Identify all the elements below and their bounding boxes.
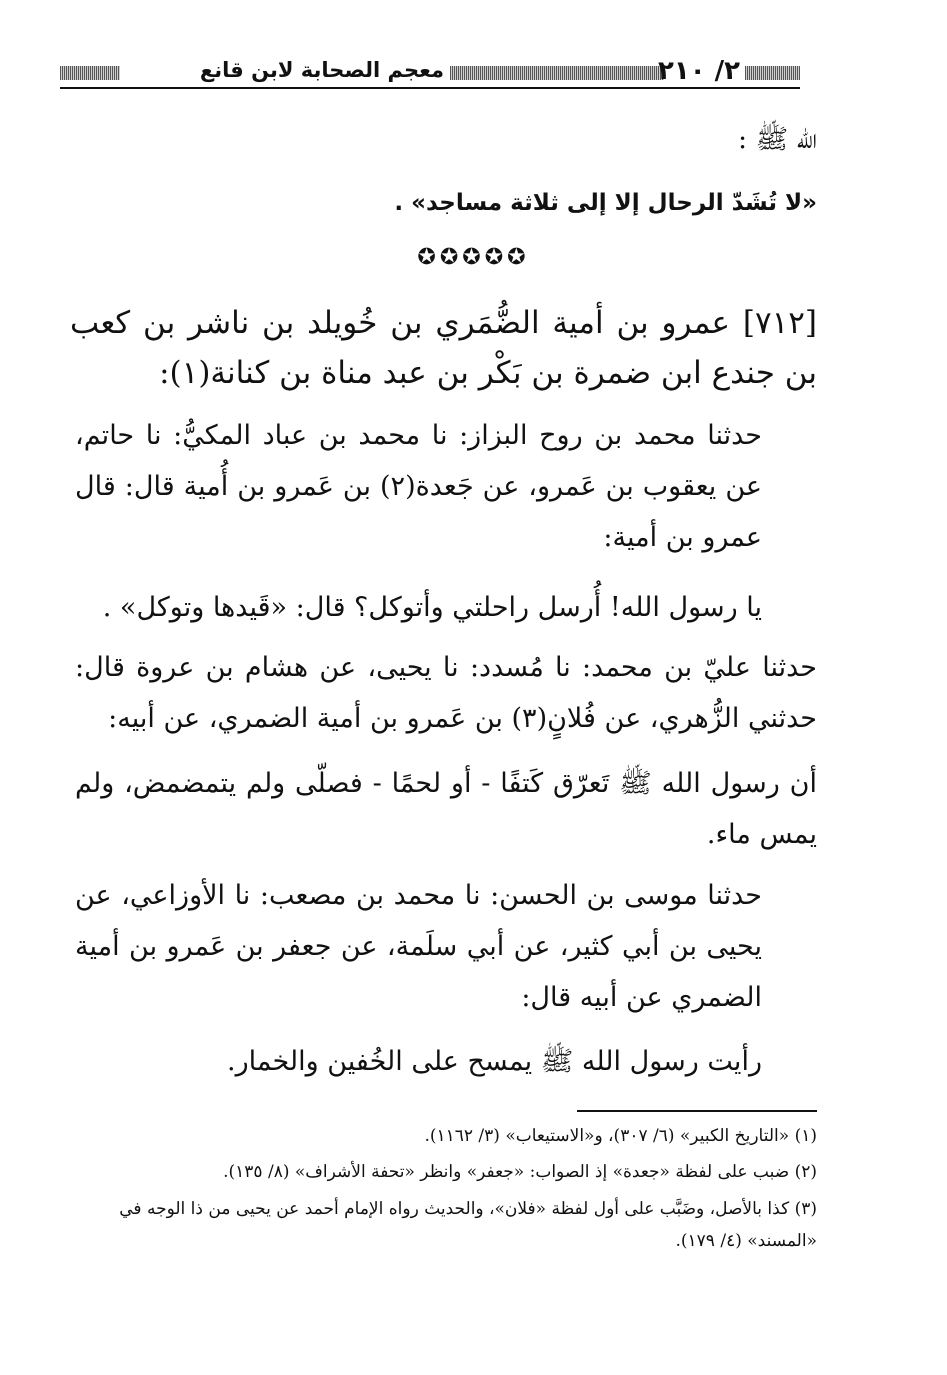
matn-paragraph-3: رأيت رسول الله ﷺ يمسح على الخُفين والخمار. xyxy=(227,1046,762,1077)
footnote-3: (٣) كذا بالأصل، وضَبَّب على أول لفظة «فلان»، والحديث رواه الإمام أحمد عن يحيى من ذا الوجه في «المسند» (٤/ ١٧٩). xyxy=(119,1199,817,1251)
isnad-paragraph-2: حدثنا عليّ بن محمد: نا مُسدد: نا يحيى، عن هشام بن عروة قال: حدثني الزُّهري، عن فُلانٍ(٣) بن عَمرو بن أمية الضمري، عن أبيه: xyxy=(75,652,817,734)
isnad-paragraph-3: حدثنا موسى بن الحسن: نا محمد بن مصعب: نا الأوزاعي، عن يحيى بن أبي كثير، عن أبي سلَمة، عن جعفر بن عَمرو بن أمية الضمري عن أبيه قال: xyxy=(75,880,762,1013)
section-divider-stars: ✪✪✪✪✪ xyxy=(417,245,530,270)
page-number: ٢/ ٢١٠ xyxy=(657,56,740,86)
book-title: معجم الصحابة لابن قانع xyxy=(199,58,444,82)
header-rule xyxy=(60,87,800,89)
header-ornament-band xyxy=(450,66,664,80)
hadith-quote: «لا تُشَدّ الرحال إلا إلى ثلاثة مساجد» . xyxy=(394,190,817,216)
entry-title: [٧١٢] عمرو بن أمية الضُّمَري بن خُويلد بن ناشر بن كعب بن جندع ابن ضمرة بن بَكْر بن عبد مناة بن كنانة(١): xyxy=(70,305,817,391)
footnote-1: (١) «التاريخ الكبير» (٦/ ٣٠٧)، و«الاستيعاب» (٣/ ١١٦٢). xyxy=(424,1126,817,1146)
footnote-separator xyxy=(577,1110,817,1112)
isnad-paragraph-1: حدثنا محمد بن روح البزاز: نا محمد بن عباد المكيُّ: نا حاتم، عن يعقوب بن عَمرو، عن جَعدة(٢) بن عَمرو بن أُمية قال: قال عمرو بن أمية: xyxy=(75,420,762,553)
footnote-2: (٢) ضبب على لفظة «جعدة» إذ الصواب: «جعفر» وانظر «تحفة الأشراف» (٨/ ١٣٥). xyxy=(223,1162,817,1182)
running-header xyxy=(60,56,800,90)
header-ornament-band xyxy=(60,66,120,80)
header-ornament-band xyxy=(745,66,800,80)
continued-line: الله ﷺ : xyxy=(737,124,817,155)
matn-paragraph-1: يا رسول الله! أُرسل راحلتي وأتوكل؟ قال: «قَيدها وتوكل» . xyxy=(102,592,762,623)
matn-paragraph-2: أن رسول الله ﷺ تَعرّق كَتفًا - أو لحمًا - فصلّى ولم يتمضمض، ولم يمس ماء. xyxy=(75,768,817,850)
